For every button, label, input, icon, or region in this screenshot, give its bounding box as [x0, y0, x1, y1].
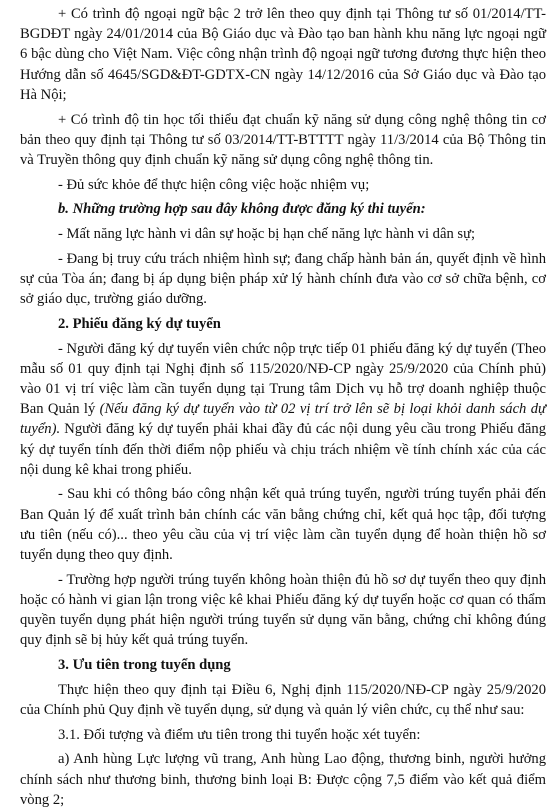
- paragraph-incomplete-dossier: - Trường hợp người trúng tuyển không hoàn thiện đủ hồ sơ dự tuyển theo quy định hoặc có hành vi gian lận trong việc kê khai Phiếu đăng ký dự tuyển hoặc cơ quan có thẩm quyền tuyển dụng phát hiện người trúng tuyển sử dụng văn bằng, chứng chỉ không đúng quy định sẽ bị hủy kết quả trúng tuyển.: [20, 571, 546, 649]
- heading-registration-form: 2. Phiếu đăng ký dự tuyển: [58, 315, 221, 332]
- paragraph-after-announcement: - Sau khi có thông báo công nhận kết quả trúng tuyển, người trúng tuyển phải đến Ban Quản lý để xuất trình bản chính các văn bằng chứng chỉ, kết quả học tập, đối tượng ưu tiên (nếu có)... theo yêu cầu của vị trí việc làm cần tuyển dụng để hoàn thiện hồ sơ tuyển dụng theo quy định.: [20, 486, 546, 564]
- paragraph-registration: [20, 339, 546, 480]
- paragraph-civil-capacity: - Mất năng lực hành vi dân sự hoặc bị hạn chế năng lực hành vi dân sự;: [58, 226, 476, 243]
- paragraph-foreign-language: + Có trình độ ngoại ngữ bậc 2 trở lên theo quy định tại Thông tư số 01/2014/TT-BGDĐT ngày 24/01/2014 của Bộ Giáo dục và Đào tạo ban hành khu năng lực ngoại ngữ 6 bậc dùng cho Việt Nam. Việc công nhận trình độ ngoại ngữ tương đương thực hiện theo Hướng dẫn số 4645/SGD&ĐT-GDTX-CN ngày 14/12/2016 của Sở Giáo dục và Đào tạo Hà Nội;: [20, 6, 546, 103]
- paragraph-health: - Đủ sức khỏe để thực hiện công việc hoặc nhiệm vụ;: [58, 176, 370, 193]
- paragraph-priority-subjects: 3.1. Đối tượng và điểm ưu tiên trong thi tuyển hoặc xét tuyển:: [58, 726, 421, 743]
- paragraph-criminal: - Đang bị truy cứu trách nhiệm hình sự; đang chấp hành bản án, quyết định về hình sự của Tòa án; đang bị áp dụng biện pháp xử lý hành chính đưa vào cơ sở chữa bệnh, cơ sở giáo dục, trường giáo dưỡng.: [20, 250, 546, 308]
- paragraph-priority-intro: Thực hiện theo quy định tại Điều 6, Nghị định 115/2020/NĐ-CP ngày 25/9/2020 của Chính phủ Quy định về tuyển dụng, sử dụng và quản lý viên chức, cụ thể như sau:: [20, 681, 546, 718]
- heading-priority: 3. Ưu tiên trong tuyển dụng: [58, 657, 231, 674]
- subheading-ineligible: b. Những trường hợp sau đây không được đăng ký thi tuyển:: [58, 201, 426, 218]
- paragraph-it-skills: + Có trình độ tin học tối thiểu đạt chuẩn kỹ năng sử dụng công nghệ thông tin cơ bản theo quy định tại Thông tư số 03/2014/TT-BTTTT ngày 11/3/2014 của Bộ Thông tin và Truyền thông quy định chuẩn kỹ năng sử dụng công nghệ thông tin.: [20, 111, 546, 168]
- registration-text-after: Người đăng ký dự tuyển phải khai đầy đủ các nội dung yêu cầu trong Phiếu đăng ký dự tuyển tính đến thời điểm nộp phiếu và chịu trách nhiệm về tính chính xác của các nội dung kê khai trong phiếu.: [20, 421, 546, 478]
- registration-text-before: - Người đăng ký dự tuyển viên chức nộp trực tiếp 01 phiếu đăng ký dự tuyển (Theo mẫu số 01 quy định tại Nghị định số 115/2020/NĐ-CP ngày 25/9/2020 của Chính phủ) vào 01 vị trí việc làm cần tuyển dụng tại Trung tâm Dịch vụ hỗ trợ doanh nghiệp thuộc Ban Quản lý: [20, 340, 546, 418]
- registration-text-italic: (Nếu đăng ký dự tuyển vào từ 02 vị trí trở lên sẽ bị loại khỏi danh sách dự tuyển).: [20, 401, 546, 438]
- paragraph-priority-heroes: a) Anh hùng Lực lượng vũ trang, Anh hùng Lao động, thương binh, người hưởng chính sách như thương binh, thương binh loại B: Được cộng 7,5 điểm vào kết quả điểm vòng 2;: [20, 751, 546, 808]
